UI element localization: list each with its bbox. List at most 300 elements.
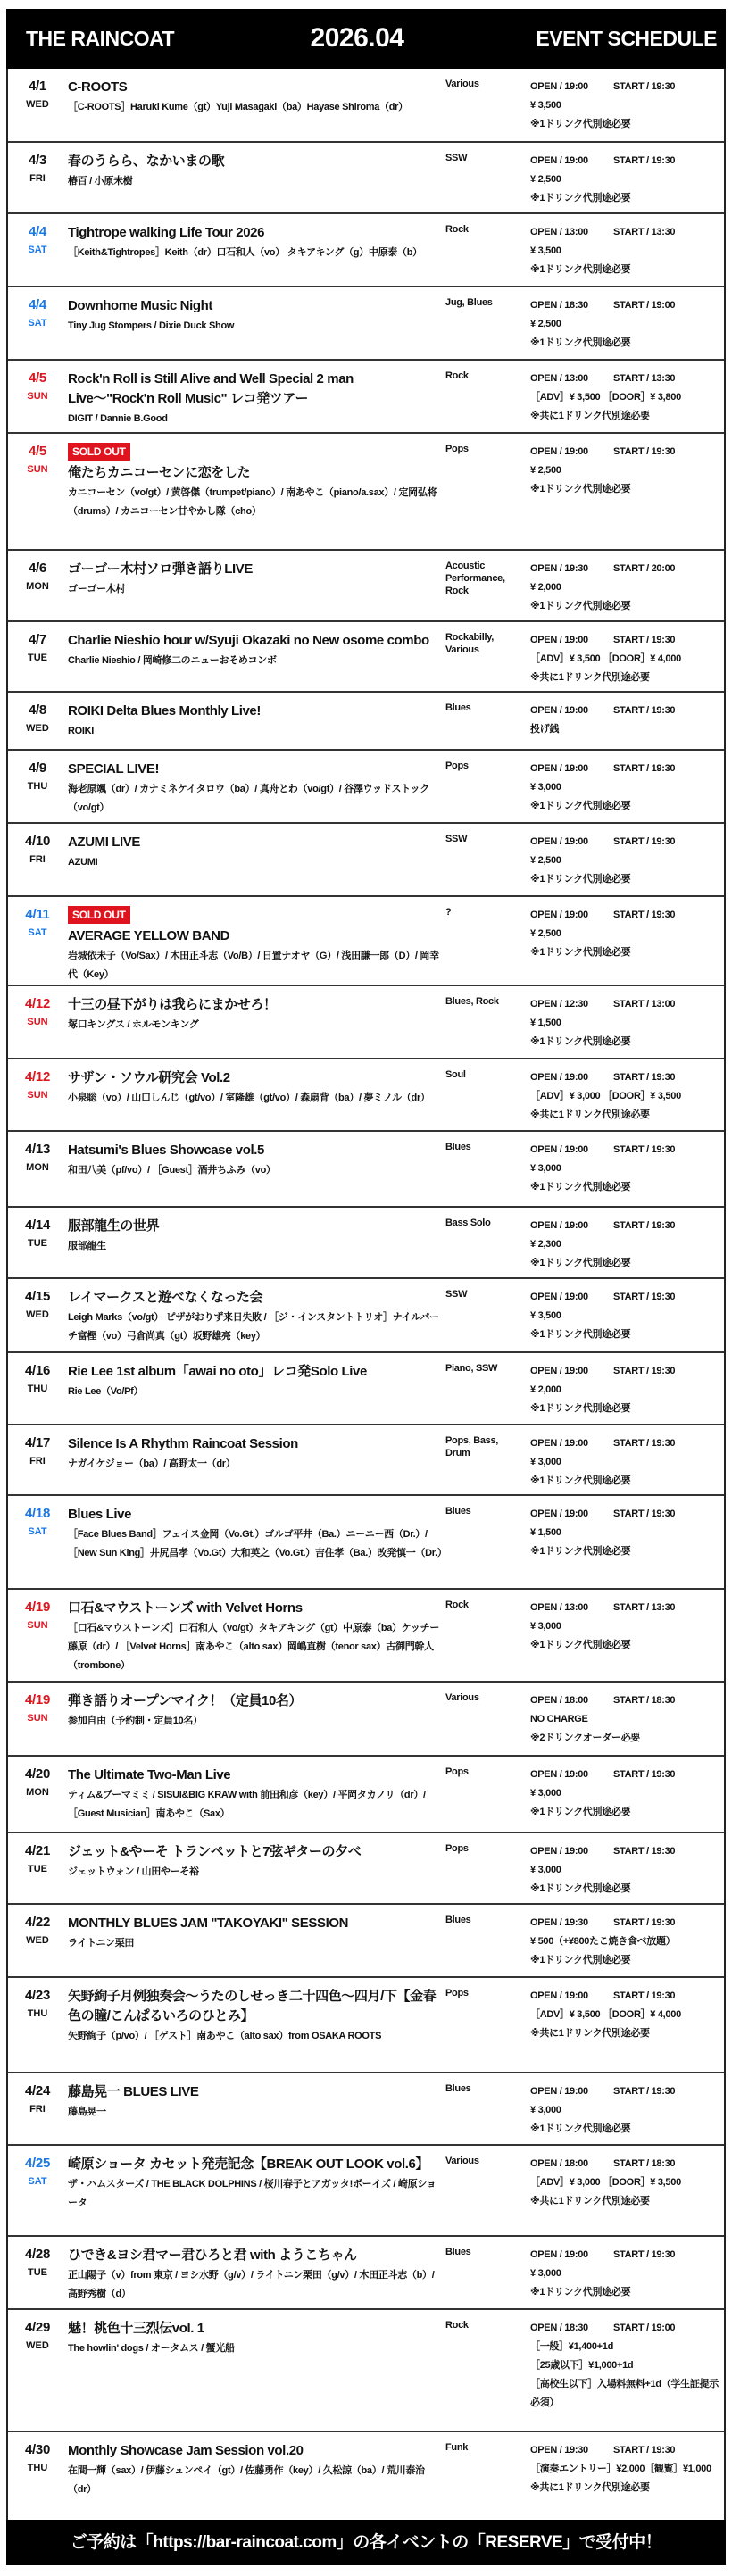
artist-lineup: 在間一輝（sax）/ 伊藤シュンペイ（gt）/ 佐藤勇作（key）/ 久松諒（ba）/ 荒川泰治（dr） (68, 2465, 425, 2495)
price-line: ※1ドリンク代別途必要 (530, 264, 631, 275)
event-date (19, 1691, 56, 1727)
event-list (6, 69, 726, 2520)
event-weekday: WED (26, 2340, 49, 2351)
event-title: 崎原ショータ カセット発売記念【BREAK OUT LOOK vol.6】 (68, 2156, 429, 2172)
price-line: ¥ 3,500 (530, 245, 561, 256)
price-line: ※1ドリンク代別途必要 (530, 947, 631, 958)
artist-lineup: 塚口キングス / ホルモンキング (68, 1019, 199, 1030)
event-date (19, 1599, 56, 1634)
event-day: 4/19 (25, 1692, 50, 1708)
event-day: 4/3 (29, 153, 46, 168)
price-line: ¥ 3,000 (530, 2105, 561, 2115)
event-ticket-info (530, 760, 725, 816)
event-date (19, 2082, 56, 2118)
event-times (530, 1217, 725, 1235)
event-ticket-info (530, 1766, 725, 1822)
event-day: 4/12 (25, 1069, 50, 1084)
event-weekday: WED (26, 1935, 49, 1946)
event-weekday: WED (26, 1309, 49, 1320)
event-day: 4/8 (29, 702, 46, 718)
event-row (8, 824, 724, 897)
start-time: START / 19:30 (613, 1366, 676, 1376)
price-line: ¥ 2,500 (530, 928, 561, 939)
start-time: START / 19:30 (613, 763, 676, 774)
event-row (8, 214, 724, 287)
open-time: OPEN / 13:00 (530, 373, 588, 384)
event-artists (68, 853, 443, 872)
open-time: OPEN / 19:30 (530, 1917, 588, 1928)
event-details (68, 560, 443, 599)
event-day: 4/19 (25, 1600, 50, 1615)
event-row (8, 622, 724, 693)
event-genre: Rock (445, 2320, 469, 2331)
open-time: OPEN / 19:00 (530, 1508, 588, 1519)
artist-lineup: ライトニン栗田 (68, 1938, 135, 1949)
price-line: ¥ 3,500 (530, 1310, 561, 1321)
start-time: START / 19:30 (613, 1990, 676, 2001)
event-title: AZUMI LIVE (68, 835, 140, 850)
event-day: 4/25 (25, 2156, 50, 2171)
price-line: ※1ドリンク代別途必要 (530, 1807, 631, 1817)
event-date (19, 2246, 56, 2281)
event-genre: Pops (445, 760, 469, 771)
event-ticket-info (530, 2246, 725, 2302)
price-line: ¥ 3,500 (530, 100, 561, 111)
event-ticket-info (530, 631, 725, 687)
open-time: OPEN / 19:00 (530, 1438, 588, 1449)
event-artists (68, 780, 443, 818)
event-details (68, 1766, 443, 1824)
schedule-label: EVENT SCHEDULE (536, 27, 717, 50)
event-genre: Blues (445, 2083, 471, 2094)
event-row (8, 551, 724, 622)
event-genre: Blues (445, 1915, 471, 1925)
event-details (68, 1842, 443, 1882)
event-row (8, 1208, 724, 1279)
event-day: 4/16 (25, 1363, 50, 1378)
open-time: OPEN / 19:00 (530, 1366, 588, 1376)
start-time: START / 13:30 (613, 373, 676, 384)
sold-out-badge: SOLD OUT (68, 906, 130, 924)
artist-lineup: 参加自由（予約制・定員10名） (68, 1716, 203, 1726)
event-row (8, 1496, 724, 1590)
event-date (19, 2155, 56, 2190)
event-weekday: SAT (28, 245, 47, 255)
event-day: 4/5 (29, 370, 46, 386)
event-weekday: SUN (27, 391, 48, 402)
price-line: ※1ドリンク代別途必要 (530, 337, 631, 348)
event-date (19, 1362, 56, 1398)
event-date (19, 1842, 56, 1878)
open-time: OPEN / 19:00 (530, 2086, 588, 2097)
event-artists (68, 2462, 443, 2499)
event-times (530, 560, 725, 578)
event-details (68, 760, 443, 818)
event-weekday: TUE (28, 1864, 47, 1874)
event-artists (68, 2027, 443, 2046)
event-genre: SSW (445, 834, 468, 844)
open-time: OPEN / 13:00 (530, 227, 588, 237)
open-time: OPEN / 19:00 (530, 635, 588, 645)
event-weekday: THU (27, 2008, 48, 2019)
price-line: ※共に1ドリンク代別途必要 (530, 2482, 650, 2493)
event-weekday: MON (26, 1162, 49, 1173)
price-line: ※1ドリンク代別途必要 (530, 1403, 631, 1414)
event-times (530, 1141, 725, 1159)
start-time: START / 19:30 (613, 1508, 676, 1519)
event-artists (68, 1161, 443, 1180)
price-line: ※共に1ドリンク代別途必要 (530, 411, 650, 421)
event-genre: SSW (445, 1289, 468, 1300)
event-genre: Blues (445, 2247, 471, 2257)
event-weekday: TUE (28, 1238, 47, 1249)
price-line: ※1ドリンク代別途必要 (530, 601, 631, 611)
event-details (68, 702, 443, 741)
open-time: OPEN / 18:00 (530, 2158, 588, 2169)
event-weekday: SAT (28, 318, 47, 328)
event-weekday: SAT (28, 927, 47, 938)
artist-lineup: ピザがおりず来日失敗 / ［ジ・インスタントトリオ］ナイルパーチ富樫（vo）弓倉尚真（gt）坂野雄亮（key） (68, 1312, 439, 1342)
event-times (530, 443, 725, 461)
start-time: START / 19:30 (613, 635, 676, 645)
event-date (19, 702, 56, 737)
schedule-header (6, 9, 726, 69)
start-time: START / 19:30 (613, 1917, 676, 1928)
event-times (530, 1434, 725, 1453)
price-line: ※共に1ドリンク代別途必要 (530, 2196, 650, 2206)
event-day: 4/9 (29, 760, 46, 776)
event-times (530, 760, 725, 778)
event-row (8, 1132, 724, 1208)
event-details (68, 443, 443, 521)
event-artists (68, 1525, 447, 1563)
event-title: Silence Is A Rhythm Raincoat Session (68, 1436, 298, 1451)
event-times (530, 1914, 725, 1932)
price-line: ※1ドリンク代別途必要 (530, 1955, 631, 1965)
event-row (8, 434, 724, 551)
event-ticket-info (530, 223, 725, 279)
event-title: C-ROOTS (68, 79, 128, 95)
event-genre: Bass Solo (445, 1217, 491, 1228)
open-time: OPEN / 19:00 (530, 1769, 588, 1780)
event-date (19, 223, 56, 259)
reservation-banner: ご予約は「https://bar-raincoat.com」の各イベントの「RESERVE」で受付中！ (6, 2520, 726, 2565)
event-title: ROIKI Delta Blues Monthly Live! (68, 703, 261, 719)
event-weekday: MON (26, 1787, 49, 1798)
event-weekday: THU (27, 781, 48, 792)
event-weekday: WED (26, 723, 49, 734)
event-times (530, 223, 725, 242)
price-line: ¥ 2,500 (530, 174, 561, 185)
start-time: START / 18:30 (613, 1695, 676, 1706)
start-time: START / 19:30 (613, 2249, 676, 2260)
event-date (19, 1914, 56, 1949)
artist-lineup: 矢野絢子（p/vo）/ ［ゲスト］南あやこ（alto sax）from OSAKA ROOTS (68, 2031, 382, 2041)
event-ticket-info (530, 995, 725, 1051)
event-weekday: FRI (29, 854, 46, 865)
event-details (68, 2155, 443, 2213)
event-date (19, 1068, 56, 1104)
price-line: ¥ 3,000 (530, 2268, 561, 2279)
event-row (8, 1757, 724, 1833)
open-time: OPEN / 19:00 (530, 1292, 588, 1302)
price-line: ［ADV］¥ 3,000 ［DOOR］¥ 3,500 (530, 1091, 681, 1101)
artist-lineup: Rie Lee（Vo/Pf） (68, 1386, 144, 1397)
price-line: ※1ドリンク代別途必要 (530, 1329, 631, 1340)
event-times (530, 1505, 725, 1524)
event-details (68, 1068, 443, 1108)
event-ticket-info (530, 1842, 725, 1899)
event-times (530, 995, 725, 1014)
start-time: START / 20:00 (613, 563, 676, 574)
start-time: START / 19:30 (613, 1072, 676, 1083)
price-line: ¥ 3,000 (530, 1457, 561, 1467)
start-time: START / 19:30 (613, 1292, 676, 1302)
event-genre: Various (445, 1692, 479, 1703)
event-details (68, 2246, 443, 2304)
event-weekday: SUN (27, 1620, 48, 1631)
artist-lineup: ［Keith&Tightropes］Keith（dr）口石和人（vo） タキアキング（g）中原泰（b） (68, 247, 422, 258)
event-title: ゴーゴー木村ソロ弾き語りLIVE (68, 561, 253, 577)
start-time: START / 19:30 (613, 1769, 676, 1780)
artist-lineup: 服部龍生 (68, 1241, 106, 1251)
open-time: OPEN / 18:30 (530, 300, 588, 311)
event-artists (68, 580, 443, 599)
event-genre: Rock (445, 370, 469, 381)
event-weekday: FRI (29, 1456, 46, 1467)
event-details (68, 223, 443, 262)
event-details (68, 906, 443, 985)
event-weekday: SAT (28, 2176, 47, 2187)
event-genre: Funk (445, 2442, 469, 2453)
price-line: ※1ドリンク代別途必要 (530, 874, 631, 885)
event-details (68, 1434, 443, 1474)
event-artists (68, 2339, 443, 2358)
event-artists (68, 652, 443, 670)
event-artists (68, 1089, 443, 1108)
event-ticket-info (530, 1914, 725, 1970)
event-genre: Pops (445, 1766, 469, 1777)
event-ticket-info (530, 1599, 725, 1655)
event-title: Monthly Showcase Jam Session vol.20 (68, 2443, 304, 2458)
event-day: 4/24 (25, 2083, 50, 2098)
event-genre: Rock (445, 224, 469, 235)
event-title: 十三の昼下がりは我らにまかせろ！ (68, 997, 277, 1012)
event-times (530, 296, 725, 315)
start-time: START / 19:30 (613, 81, 676, 92)
event-artists (68, 1712, 443, 1731)
start-time: START / 19:30 (613, 1438, 676, 1449)
price-line: ※共に1ドリンク代別途必要 (530, 672, 650, 683)
event-times (530, 1068, 725, 1087)
event-date (19, 560, 56, 595)
price-line: ※1ドリンク代別途必要 (530, 1182, 631, 1192)
event-times (530, 2246, 725, 2264)
event-row (8, 2073, 724, 2146)
price-line: ¥ 2,500 (530, 319, 561, 329)
event-ticket-info (530, 2319, 725, 2413)
event-row (8, 1978, 724, 2073)
event-times (530, 1842, 725, 1861)
event-artists (68, 2103, 443, 2122)
event-details (68, 2441, 443, 2499)
event-title: Downhome Music Night (68, 298, 212, 313)
open-time: OPEN / 19:00 (530, 763, 588, 774)
event-row (8, 1425, 724, 1496)
event-times (530, 1987, 725, 2006)
event-weekday: FRI (29, 2104, 46, 2115)
artist-lineup: Tiny Jug Stompers / Dixie Duck Show (68, 320, 235, 331)
price-line: NO CHARGE (530, 1714, 588, 1724)
event-times (530, 1362, 725, 1381)
event-day: 4/17 (25, 1435, 50, 1450)
event-date (19, 906, 56, 942)
event-title: Tightrope walking Life Tour 2026 (68, 225, 265, 240)
event-day: 4/18 (25, 1506, 50, 1521)
event-day: 4/5 (29, 444, 46, 459)
event-title: 春のうらら、なかいまの歌 (68, 154, 225, 169)
event-date (19, 443, 56, 478)
event-day: 4/10 (25, 834, 50, 849)
event-row (8, 1059, 724, 1132)
price-line: ※1ドリンク代別途必要 (530, 1258, 631, 1268)
event-genre: Blues, Rock (445, 996, 499, 1007)
event-date (19, 152, 56, 187)
cancelled-artist: Leigh Marks（vo/gt） (68, 1312, 164, 1323)
event-ticket-info (530, 702, 725, 739)
start-time: START / 19:30 (613, 1144, 676, 1155)
event-artists (68, 172, 443, 191)
start-time: START / 19:30 (613, 1220, 676, 1231)
event-row (8, 1833, 724, 1905)
event-title: Blues Live (68, 1507, 132, 1522)
event-genre: Pops, Bass, Drum (445, 1435, 499, 1458)
event-times (530, 2082, 725, 2101)
event-times (530, 78, 725, 96)
event-date (19, 1505, 56, 1541)
start-time: START / 19:30 (613, 1846, 676, 1857)
event-ticket-info (530, 1141, 725, 1197)
event-title: 藤島晃一 BLUES LIVE (68, 2084, 199, 2099)
event-times (530, 833, 725, 852)
event-row (8, 1353, 724, 1425)
price-line: ※1ドリンク代別途必要 (530, 801, 631, 811)
event-date (19, 1141, 56, 1176)
price-line: ¥ 2,500 (530, 465, 561, 476)
event-ticket-info (530, 1691, 725, 1748)
open-time: OPEN / 19:00 (530, 1846, 588, 1857)
event-row (8, 2146, 724, 2237)
event-weekday: MON (26, 581, 49, 592)
event-ticket-info (530, 152, 725, 208)
event-details (68, 296, 443, 336)
price-line: ［演奏エントリー］¥2,000［観覧］¥1,000 (530, 2464, 711, 2474)
event-date (19, 78, 56, 113)
event-times (530, 702, 725, 720)
event-genre: Various (445, 79, 479, 89)
event-day: 4/4 (29, 224, 46, 239)
sold-out-badge: SOLD OUT (68, 443, 130, 461)
event-title: 弾き語りオープンマイク！（定員10名） (68, 1693, 303, 1708)
price-line: ［ADV］¥ 3,500 ［DOOR］¥ 4,000 (530, 653, 681, 664)
price-line: ※共に1ドリンク代別途必要 (530, 1109, 650, 1120)
event-row (8, 287, 724, 361)
price-line: 投げ銭 (530, 724, 560, 735)
event-weekday: TUE (28, 652, 47, 663)
event-row (8, 1905, 724, 1978)
event-genre: Blues (445, 702, 471, 713)
event-row (8, 751, 724, 824)
event-date (19, 1217, 56, 1252)
event-artists (68, 410, 443, 428)
price-line: ¥ 2,500 (530, 855, 561, 866)
event-details (68, 1141, 443, 1180)
event-day: 4/22 (25, 1915, 50, 1930)
event-genre: Pops (445, 1843, 469, 1854)
event-date (19, 370, 56, 405)
artist-lineup: ナガイケジョー（ba）/ 高野太一（dr） (68, 1458, 236, 1469)
price-line: ¥ 2,300 (530, 1239, 561, 1250)
artist-lineup: ROIKI (68, 726, 95, 736)
event-artists (68, 1237, 443, 1256)
event-title: ひでき&ヨシ君マー君ひろと君 with ようこちゃん (68, 2248, 357, 2263)
open-time: OPEN / 12:30 (530, 999, 588, 1010)
price-line: ※1ドリンク代別途必要 (530, 1640, 631, 1650)
artist-lineup: カニコーセン（vo/gt）/ 黄啓傑（trumpet/piano）/ 南あやこ（piano/a.sax）/ 定岡弘将（drums）/ カニコーセン甘やかし隊（cho） (68, 487, 437, 517)
event-details (68, 1288, 443, 1346)
price-line: ［25歳以下］¥1,000+1d (530, 2360, 634, 2371)
event-title: Hatsumi's Blues Showcase vol.5 (68, 1143, 264, 1158)
open-time: OPEN / 19:00 (530, 705, 588, 716)
event-day: 4/11 (25, 907, 50, 922)
open-time: OPEN / 19:00 (530, 2249, 588, 2260)
artist-lineup: ザ・ハムスターズ / THE BLACK DOLPHINS / 桜川春子とアガッタ!ボーイズ / 崎原ショータ (68, 2179, 437, 2208)
event-details (68, 1914, 443, 1953)
event-title: 魅！桃色十三烈伝vol. 1 (68, 2321, 204, 2336)
price-line: ※1ドリンク代別途必要 (530, 484, 631, 494)
event-title: レイマークスと遊べなくなった会 (68, 1290, 263, 1305)
event-ticket-info (530, 296, 725, 353)
artist-lineup: Charlie Nieshio / 岡崎修二のニューおそめコンボ (68, 655, 277, 666)
start-time: START / 19:00 (613, 2323, 676, 2333)
start-time: START / 18:30 (613, 2158, 676, 2169)
event-artists (68, 1309, 443, 1346)
event-title: AVERAGE YELLOW BAND (68, 928, 230, 943)
event-ticket-info (530, 2441, 725, 2497)
event-title: 服部龍生の世界 (68, 1218, 160, 1234)
event-artists (68, 317, 443, 336)
open-time: OPEN / 19:00 (530, 446, 588, 457)
artist-lineup: 小泉聡（vo）/ 山口しんじ（gt/vo）/ 室隆雄（gt/vo）/ 森扇背（ba）/ 夢ミノル（dr） (68, 1093, 430, 1103)
event-title: MONTHLY BLUES JAM "TAKOYAKI" SESSION (68, 1915, 349, 1931)
event-row (8, 897, 724, 986)
event-artists (68, 484, 443, 521)
event-date (19, 296, 56, 332)
event-ticket-info (530, 560, 725, 616)
event-date (19, 1434, 56, 1470)
event-artists (68, 1016, 443, 1035)
event-times (530, 1599, 725, 1617)
event-genre: Rock (445, 1600, 469, 1610)
event-ticket-info (530, 1362, 725, 1418)
event-row (8, 1590, 724, 1683)
price-line: ※1ドリンク代別途必要 (530, 193, 631, 204)
event-row (8, 1683, 724, 1757)
event-ticket-info (530, 906, 725, 962)
event-artists (68, 1934, 443, 1953)
event-details (68, 152, 443, 191)
price-line: ※共に1ドリンク代別途必要 (530, 2028, 650, 2039)
